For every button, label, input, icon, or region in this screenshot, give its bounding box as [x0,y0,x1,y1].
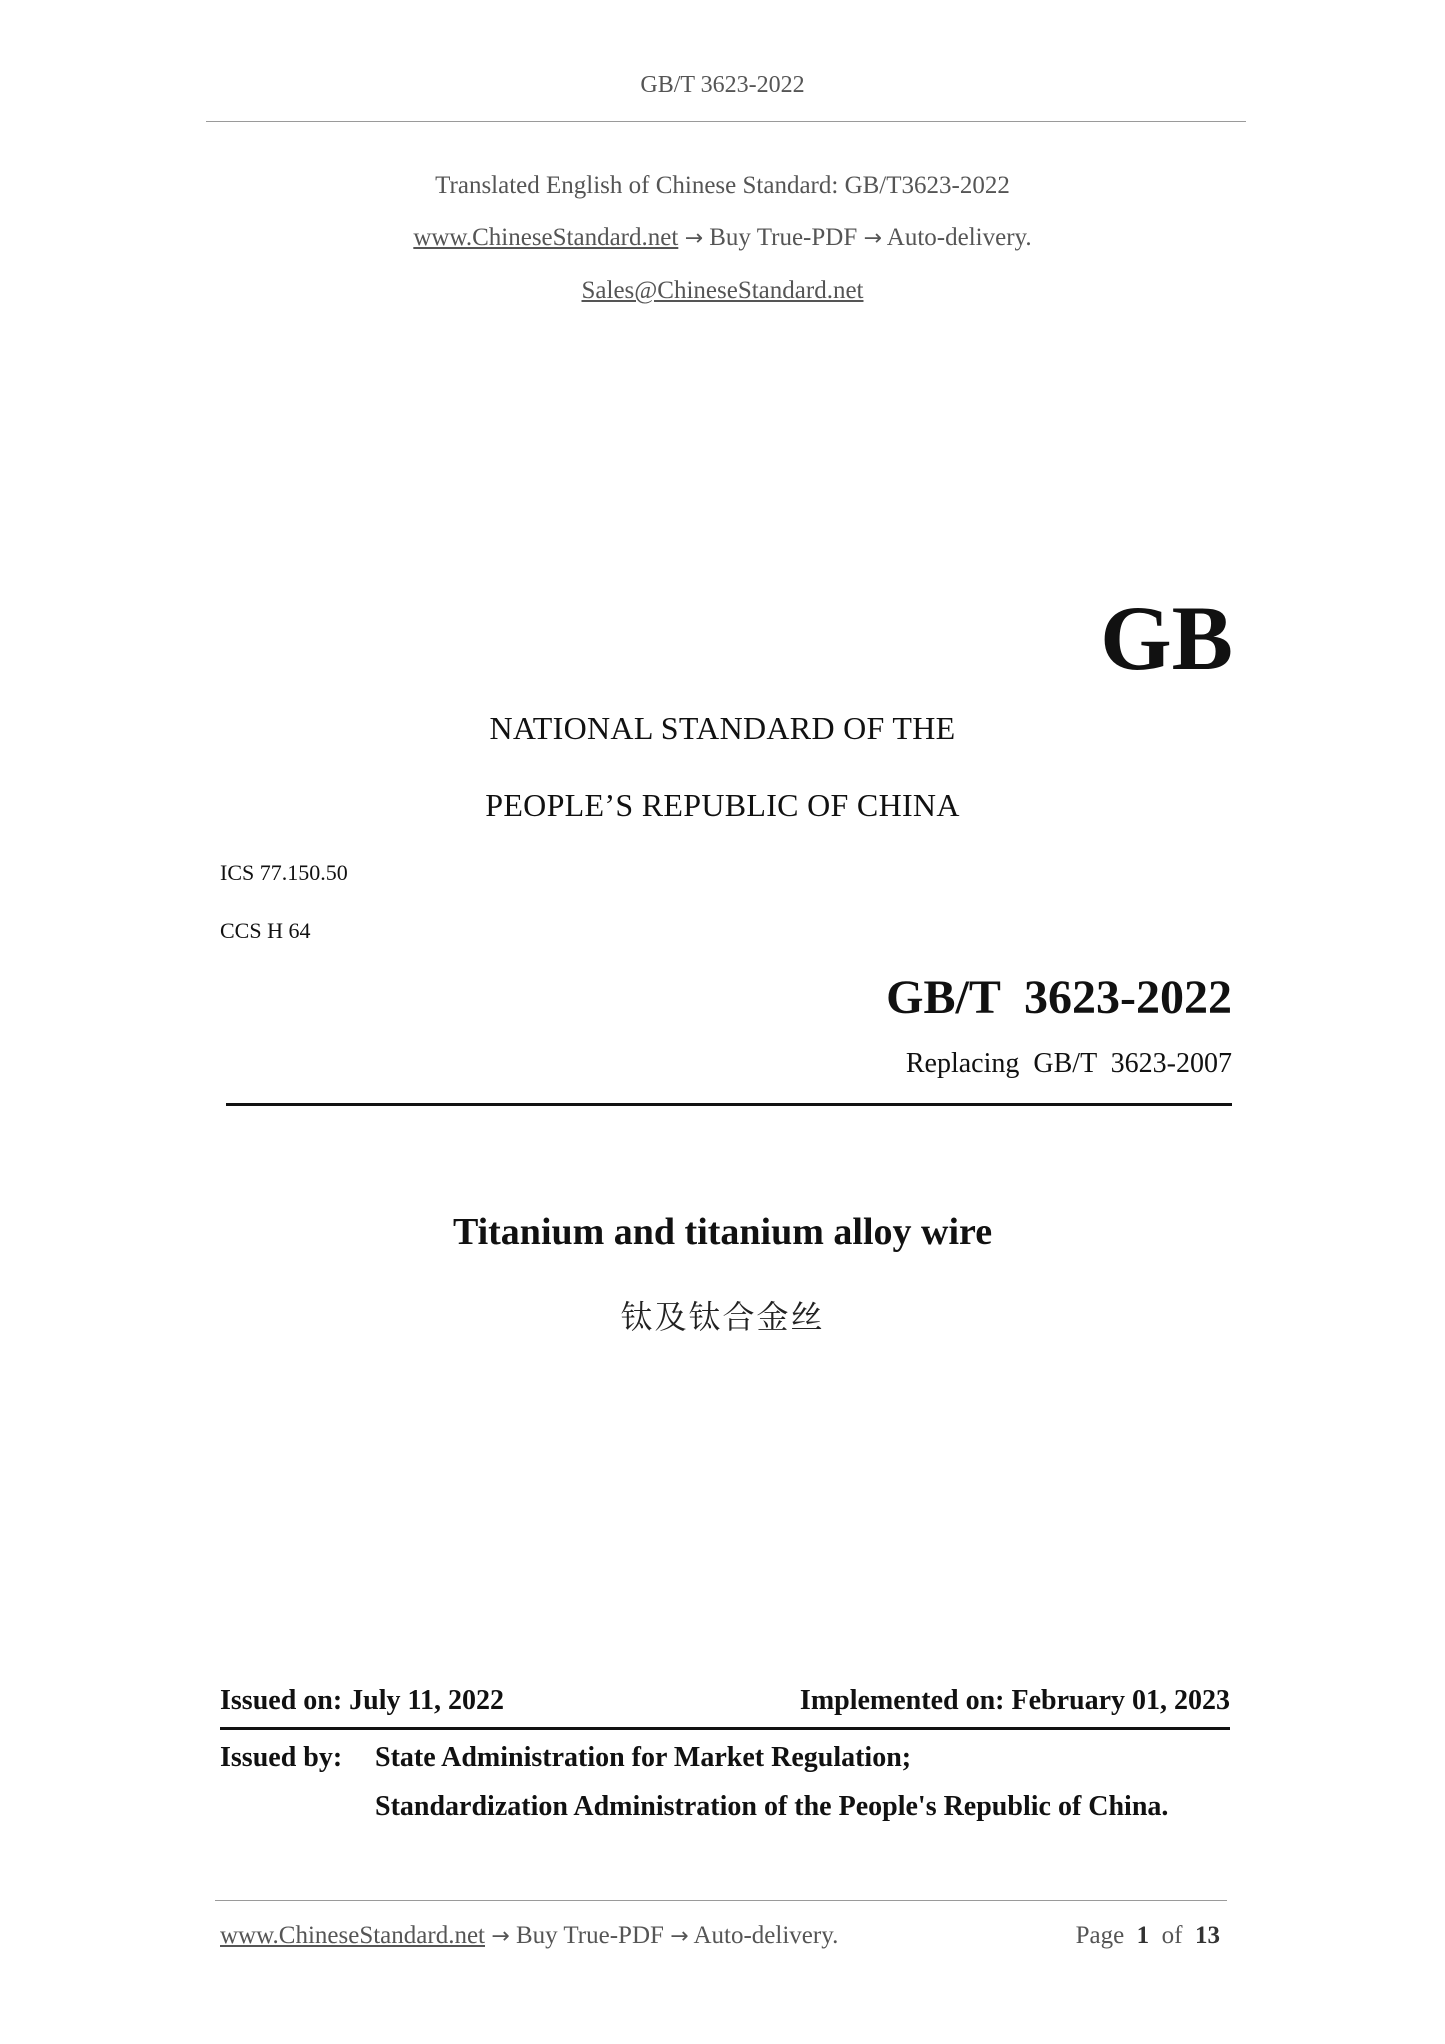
replacing-note: Replacing GB/T 3623-2007 [905,1048,1232,1079]
header-divider [206,121,1246,122]
site-link[interactable]: www.ChineseStandard.net [413,224,679,251]
standard-number: GB/T 3623-2022 [886,971,1232,1024]
promo-email-row [0,277,1445,305]
document-title-chinese: 钛及钛合金丝 [620,1298,825,1336]
buy-pdf-text: Buy True-PDF [709,224,858,251]
footer-delivery-text: Auto-delivery. [693,1922,839,1949]
arrow-right-icon: → [684,226,703,251]
dates-divider [220,1727,1230,1730]
implemented-on-date: Implemented on: February 01, 2023 [799,1685,1230,1716]
footer-divider [215,1900,1227,1901]
arrow-right-icon: → [863,226,882,251]
arrow-right-icon: → [670,1924,689,1949]
issuer-2: Standardization Administration of the People's Republic of China. [375,1791,1169,1822]
page-total: 13 [1195,1922,1220,1949]
page-of: of [1161,1922,1183,1949]
title-divider [226,1103,1232,1106]
auto-delivery-text: Auto-delivery. [886,224,1032,251]
footer-buy-text: Buy True-PDF [515,1922,664,1949]
promo-links [0,224,1445,252]
national-standard-line1: NATIONAL STANDARD OF THE [489,710,956,746]
ics-code: ICS 77.150.50 [220,860,348,885]
ccs-code: CCS H 64 [220,918,311,943]
issuer-1: State Administration for Market Regulation; [375,1742,912,1773]
national-standard-line2: PEOPLE’S REPUBLIC OF CHINA [485,787,960,823]
promo-line: Translated English of Chinese Standard: GB/T3623-2022 [435,172,1010,199]
page-current: 1 [1136,1922,1150,1949]
document-title: Titanium and titanium alloy wire [452,1211,993,1253]
footer-links [220,1922,838,1950]
running-header: GB/T 3623-2022 [640,72,805,98]
email-link[interactable]: Sales@ChineseStandard.net [581,277,864,304]
gb-mark: GB [1100,587,1233,689]
issued-on-date: Issued on: July 11, 2022 [220,1685,504,1716]
arrow-right-icon: → [491,1924,510,1949]
footer-site-link[interactable]: www.ChineseStandard.net [220,1922,485,1949]
page-indicator [1076,1922,1220,1950]
issued-by-label: Issued by: [220,1742,343,1773]
page-word: Page [1075,1922,1125,1949]
